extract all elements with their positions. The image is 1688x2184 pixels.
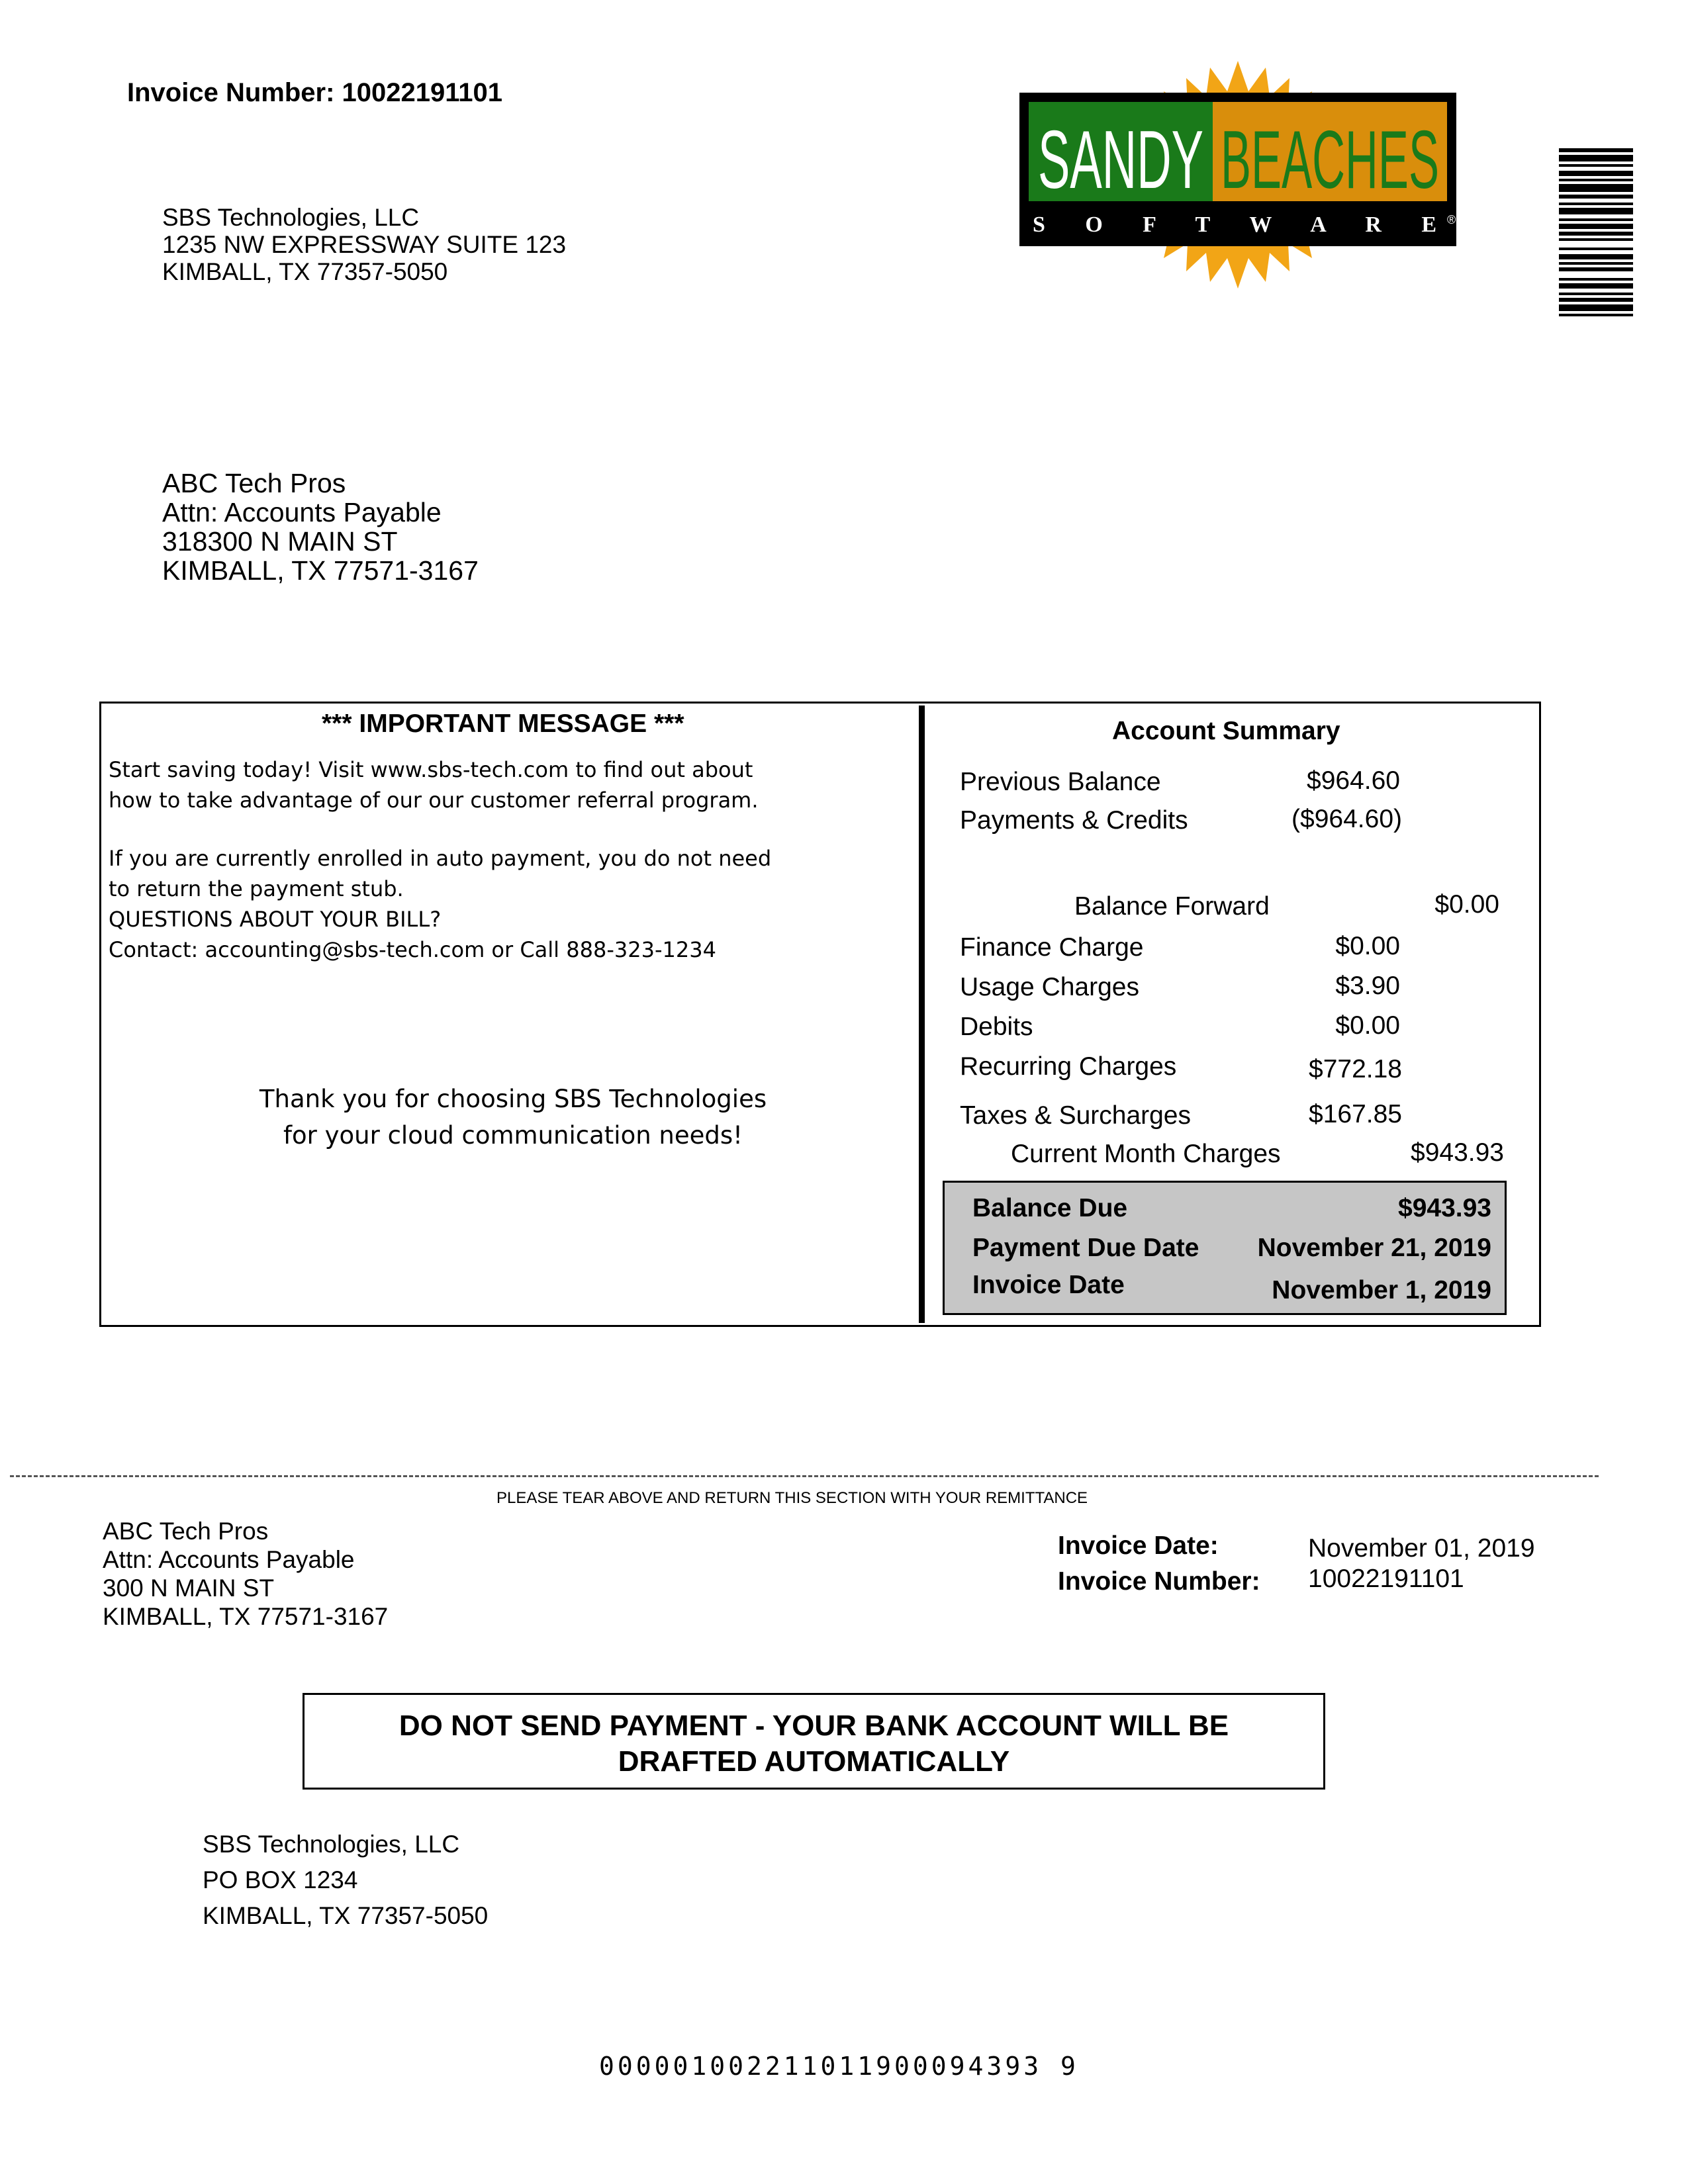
usage-charges-value: $3.90 xyxy=(1335,972,1400,1000)
thank-you-note xyxy=(232,1081,794,1154)
panel-divider xyxy=(919,705,925,1323)
recipient-city: KIMBALL, TX 77571-3167 xyxy=(162,555,479,586)
finance-charge-value: $0.00 xyxy=(1335,932,1400,960)
barcode-bar xyxy=(1559,195,1633,199)
tear-line xyxy=(10,1475,1599,1477)
message-line: to return the payment stub. xyxy=(109,876,404,901)
finance-charge-label: Finance Charge xyxy=(960,933,1144,962)
barcode-bar xyxy=(1559,179,1633,181)
important-message-body xyxy=(109,754,771,965)
barcode-bar xyxy=(1559,267,1633,271)
logo-tagline: S O F T W A R E xyxy=(1033,212,1436,237)
message-line: how to take advantage of our our customer referral program. xyxy=(109,788,759,813)
sender-street: 1235 NW EXPRESSWAY SUITE 123 xyxy=(162,231,567,258)
message-line: Contact: accounting@sbs-tech.com or Call 888-323-1234 xyxy=(109,937,716,962)
balance-forward-value: $0.00 xyxy=(1434,890,1499,919)
remit-customer-name: ABC Tech Pros xyxy=(103,1518,269,1545)
thank-you-line: for your cloud communication needs! xyxy=(283,1121,743,1150)
thank-you-line: Thank you for choosing SBS Technologies xyxy=(259,1085,767,1113)
barcode-bar xyxy=(1559,314,1633,316)
barcode-bar xyxy=(1559,208,1633,214)
payee-po-box: PO BOX 1234 xyxy=(203,1866,358,1893)
notice-line: DO NOT SEND PAYMENT - YOUR BANK ACCOUNT WILL BE xyxy=(399,1709,1229,1742)
barcode-bar xyxy=(1559,155,1633,161)
barcode-bar xyxy=(1559,278,1633,281)
logo-registered-mark: ® xyxy=(1447,213,1456,226)
recipient-address xyxy=(162,469,479,585)
taxes-surcharges-value: $167.85 xyxy=(1309,1100,1402,1128)
auto-draft-notice xyxy=(303,1693,1325,1790)
remit-invoice-date-label: Invoice Date: xyxy=(1058,1531,1219,1560)
barcode-bar xyxy=(1559,298,1633,302)
barcode-bar xyxy=(1559,148,1633,152)
sender-address xyxy=(162,204,566,285)
important-message-title: *** IMPORTANT MESSAGE *** xyxy=(322,709,684,738)
barcode-bar xyxy=(1559,238,1633,241)
invoice-date-value: November 1, 2019 xyxy=(1272,1276,1491,1304)
barcode-bar xyxy=(1559,304,1633,311)
debits-label: Debits xyxy=(960,1013,1033,1041)
previous-balance-value: $964.60 xyxy=(1307,766,1400,795)
tear-instructions: PLEASE TEAR ABOVE AND RETURN THIS SECTION WITH YOUR REMITTANCE xyxy=(496,1489,1088,1507)
invoice-date-label: Invoice Date xyxy=(972,1271,1125,1299)
balance-forward-label: Balance Forward xyxy=(1074,892,1270,921)
barcode-bar xyxy=(1559,232,1633,236)
scan-line: 000001002211011900094393 9 xyxy=(599,2052,1079,2081)
barcode-bar xyxy=(1559,283,1633,289)
taxes-surcharges-label: Taxes & Surcharges xyxy=(960,1101,1192,1130)
recurring-charges-value: $772.18 xyxy=(1309,1055,1402,1083)
barcode xyxy=(1559,148,1633,376)
payee-name: SBS Technologies, LLC xyxy=(203,1831,460,1858)
payments-credits-value: ($964.60) xyxy=(1291,805,1402,833)
message-line: Start saving today! Visit www.sbs-tech.com to find out about xyxy=(109,757,753,782)
remit-customer-street: 300 N MAIN ST xyxy=(103,1574,275,1602)
barcode-bar xyxy=(1559,262,1633,265)
recurring-charges-label: Recurring Charges xyxy=(960,1052,1177,1081)
remit-invoice-number-label: Invoice Number: xyxy=(1058,1567,1260,1596)
recipient-name: ABC Tech Pros xyxy=(162,468,346,498)
barcode-bar xyxy=(1559,293,1633,295)
payee-city: KIMBALL, TX 77357-5050 xyxy=(203,1902,489,1929)
sender-name: SBS Technologies, LLC xyxy=(162,204,420,231)
balance-due-value: $943.93 xyxy=(1398,1194,1491,1222)
remittance-customer-address xyxy=(103,1517,388,1631)
current-month-charges-value: $943.93 xyxy=(1411,1138,1504,1167)
current-month-charges-label: Current Month Charges xyxy=(1011,1140,1281,1168)
usage-charges-label: Usage Charges xyxy=(960,973,1139,1001)
debits-value: $0.00 xyxy=(1335,1011,1400,1040)
barcode-bar xyxy=(1559,184,1633,192)
barcode-bar xyxy=(1559,254,1633,259)
balance-due-label: Balance Due xyxy=(972,1194,1128,1222)
logo-word-sandy: SANDY xyxy=(1038,114,1203,206)
remit-invoice-number-value: 10022191101 xyxy=(1308,1565,1464,1593)
account-summary-title: Account Summary xyxy=(1112,717,1340,745)
recipient-street: 318300 N MAIN ST xyxy=(162,526,398,557)
barcode-bar xyxy=(1559,248,1633,250)
remit-customer-attn: Attn: Accounts Payable xyxy=(103,1546,355,1573)
barcode-bar xyxy=(1559,171,1633,176)
barcode-bar xyxy=(1559,218,1633,221)
barcode-bar xyxy=(1559,164,1633,167)
invoice-number-heading: Invoice Number: 10022191101 xyxy=(127,78,503,107)
recipient-attn: Attn: Accounts Payable xyxy=(162,497,442,527)
remit-to-address xyxy=(203,1827,488,1934)
payments-credits-label: Payments & Credits xyxy=(960,806,1188,835)
sender-city: KIMBALL, TX 77357-5050 xyxy=(162,258,448,285)
remit-invoice-date-value: November 01, 2019 xyxy=(1308,1534,1535,1563)
notice-line: DRAFTED AUTOMATICALLY xyxy=(618,1745,1010,1778)
barcode-bar xyxy=(1559,203,1633,205)
sandy-beaches-logo xyxy=(1006,58,1470,291)
payment-due-date-label: Payment Due Date xyxy=(972,1234,1199,1262)
message-line: If you are currently enrolled in auto payment, you do not need xyxy=(109,846,772,871)
payment-due-date-value: November 21, 2019 xyxy=(1257,1234,1491,1262)
previous-balance-label: Previous Balance xyxy=(960,768,1161,796)
message-line: QUESTIONS ABOUT YOUR BILL? xyxy=(109,907,442,932)
remit-customer-city: KIMBALL, TX 77571-3167 xyxy=(103,1603,389,1630)
logo-word-beaches: BEACHES xyxy=(1221,114,1439,206)
barcode-bar xyxy=(1559,224,1633,229)
